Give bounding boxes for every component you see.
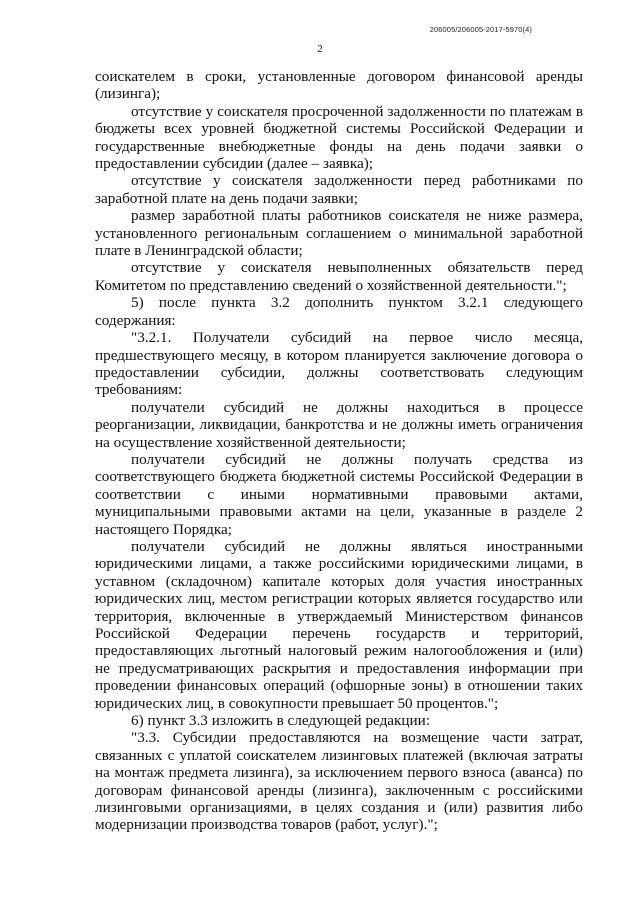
paragraph: размер заработной платы работников соискателя не ниже размера, установленного региональным соглашением о минимальной заработной плате в Ленинградской области; (95, 207, 583, 260)
paragraph: получатели субсидий не должны являться иностранными юридическими лицами, а также российскими юридическими лицами, в уставном (складочном) капитале которых доля участия иностранных юридических лиц, местом регистрации которых является государство или территория, включенные в утверждаемый Министерством финансов Российской Федерации перечень государств и территорий, предоставляющих льготный налоговый режим налогообложения и (или) не предусматривающих раскрытия и предоставления информации при проведении финансовых операций (офшорные зоны) в отношении таких юридических лиц, в совокупности превышает 50 процентов."; (95, 537, 583, 712)
paragraph: отсутствие у соискателя невыполненных обязательств перед Комитетом по представлению сведений о хозяйственной деятельности."; (95, 259, 583, 294)
document-body (95, 68, 583, 834)
paragraph: "3.2.1. Получатели субсидий на первое число месяца, предшествующего месяцу, в котором планируется заключение договора о предоставлении субсидии, должны соответствовать следующим требованиям: (95, 329, 583, 399)
paragraph: отсутствие у соискателя просроченной задолженности по платежам в бюджеты всех уровней бюджетной системы Российской Федерации и государственные внебюджетные фонды на день подачи заявки о предоставлении субсидии (далее – заявка); (95, 102, 583, 173)
paragraph: 6) пункт 3.3 изложить в следующей редакции: (131, 712, 431, 730)
paragraph: соискателем в сроки, установленные договором финансовой аренды (лизинга); (95, 68, 583, 103)
page-number: 2 (317, 43, 323, 55)
document-id: 206005/206005-2017-5970(4) (429, 25, 532, 34)
paragraph: получатели субсидий не должны находиться в процессе реорганизации, ликвидации, банкротства и не должны иметь ограничения на осуществление хозяйственной деятельности; (95, 398, 583, 451)
paragraph: "3.3. Субсидии предоставляются на возмещение части затрат, связанных с уплатой соискателем лизинговых платежей (включая затраты на монтаж предмета лизинга), за исключением первого взноса (аванса) по договорам финансовой аренды (лизинга), заключенным с российскими лизинговыми организациями, в целях создания и (или) развития либо модернизации производства товаров (работ, услуг)."; (95, 729, 583, 834)
paragraph: отсутствие у соискателя задолженности перед работниками по заработной плате на день подачи заявки; (95, 172, 583, 207)
paragraph: 5) после пункта 3.2 дополнить пунктом 3.2.1 следующего содержания: (95, 294, 583, 329)
paragraph: получатели субсидий не должны получать средства из соответствующего бюджета бюджетной системы Российской Федерации в соответствии с иными нормативными правовыми актами, муниципальными правовыми актами на цели, указанные в разделе 2 настоящего Порядка; (95, 450, 583, 538)
